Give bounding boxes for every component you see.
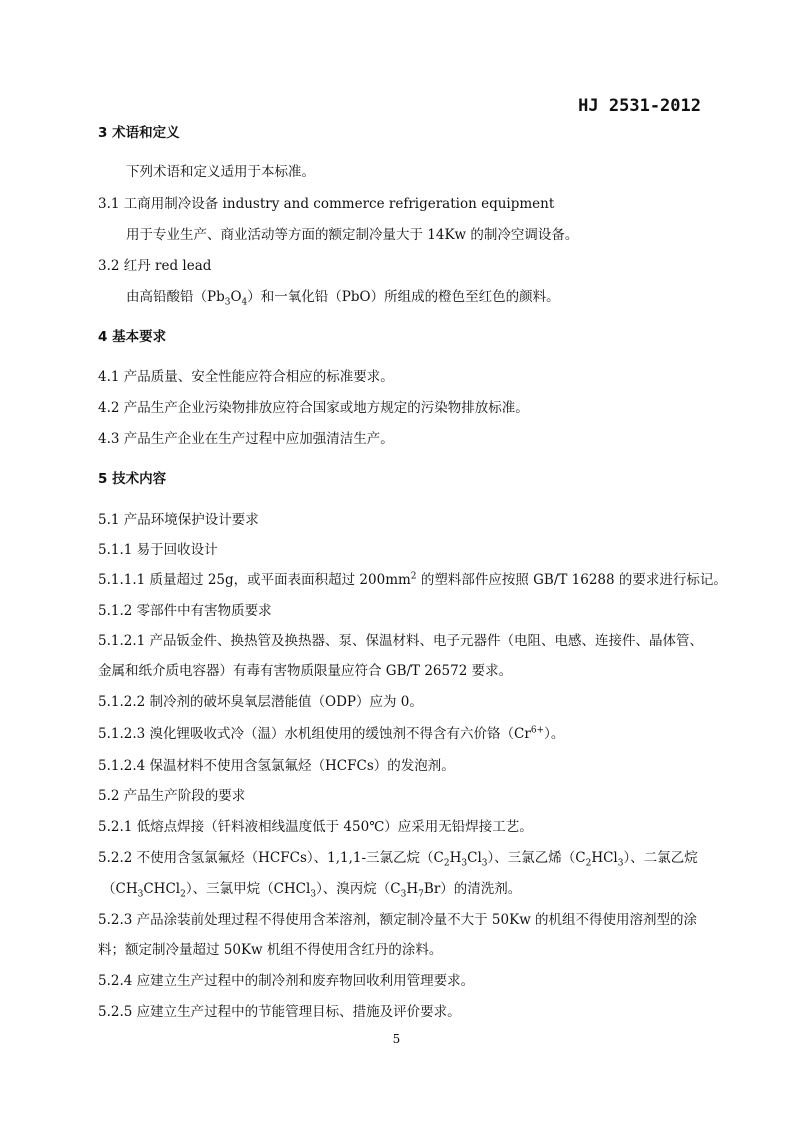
clause-5-1-2-3 [98, 725, 564, 743]
term-3-1-definition: 用于专业生产、商业活动等方面的额定制冷量大于 14Kw 的制冷空调设备。 [126, 227, 579, 243]
text-run: （CH [102, 881, 138, 897]
section-3-title: 3 术语和定义 [98, 125, 180, 141]
term-3-2: 3.2 红丹 red lead [98, 258, 212, 274]
subscript: 3 [310, 889, 317, 900]
standard-number: HJ 2531-2012 [578, 96, 701, 116]
text-run: ）、三氯乙烯（C [487, 850, 586, 866]
subscript: 3 [461, 858, 468, 869]
text-run: CHCl [143, 881, 181, 897]
clause-5-2-5: 5.2.5 应建立生产过程中的节能管理目标、措施及评价要求。 [98, 1004, 461, 1020]
page-number: 5 [392, 1032, 401, 1046]
subscript: 7 [418, 889, 424, 900]
clause-5-2-2-line1 [98, 849, 698, 867]
clause-5-2-1: 5.2.1 低熔点焊接（钎料液相线温度低于 450℃）应采用无铅焊接工艺。 [98, 819, 533, 835]
clause-5-1: 5.1 产品环境保护设计要求 [98, 512, 259, 528]
text-run: ）和一氧化铅（PbO）所组成的橙色至红色的颜料。 [247, 289, 560, 305]
text-run: 由高铅酸铅（Pb [126, 289, 225, 305]
subscript: 3 [617, 858, 624, 869]
clause-5-2-4: 5.2.4 应建立生产过程中的制冷剂和废弃物回收利用管理要求。 [98, 973, 475, 989]
clause-5-1-2-4: 5.1.2.4 保温材料不使用含氢氯氟烃（HCFCs）的发泡剂。 [98, 758, 455, 774]
clause-4-2: 4.2 产品生产企业污染物排放应符合国家或地方规定的污染物排放标准。 [98, 400, 529, 416]
superscript: 2 [410, 571, 417, 582]
clause-4-1: 4.1 产品质量、安全性能应符合相应的标准要求。 [98, 369, 394, 385]
clause-5-2-2-line2 [102, 880, 521, 898]
text-run: H [406, 881, 419, 897]
text-run: ）。 [544, 726, 565, 742]
subscript: 3 [137, 889, 144, 900]
subscript: 2 [443, 858, 450, 869]
term-3-1: 3.1 工商用制冷设备 industry and commerce refrigeration equipment [98, 196, 555, 212]
subscript: 4 [241, 297, 248, 308]
clause-5-1-2-1-line1: 5.1.2.1 产品钣金件、换热管及换热器、泵、保温材料、电子元器件（电阻、电感、连接件、晶体管、 [98, 633, 704, 649]
clause-5-1-1: 5.1.1 易于回收设计 [98, 542, 218, 558]
text-run: H [449, 850, 462, 866]
text-run: 的塑料部件应按照 GB/T 16288 的要求进行标记。 [416, 572, 727, 588]
text-run: Cl [467, 850, 482, 866]
subscript: 3 [481, 858, 488, 869]
term-3-2-definition [126, 288, 560, 306]
subscript: 2 [585, 858, 592, 869]
clause-5-1-2-1-line2: 金属和纸介质电容器）有毒有害物质限量应符合 GB/T 26572 要求。 [98, 663, 513, 679]
text-run: 5.1.1.1 质量超过 25g，或平面表面积超过 200mm [98, 572, 411, 588]
clause-5-2-3-line2: 料；额定制冷量超过 50Kw 机组不得使用含红丹的涂料。 [98, 942, 443, 958]
text-run: O [230, 289, 242, 305]
section-3-intro: 下列术语和定义适用于本标准。 [126, 164, 315, 180]
superscript: 6+ [530, 725, 545, 736]
subscript: 3 [400, 889, 407, 900]
clause-5-1-1-1 [98, 571, 727, 589]
clause-5-1-2: 5.1.2 零部件中有害物质要求 [98, 603, 272, 619]
text-run: 5.1.2.3 溴化锂吸收式冷（温）水机组使用的缓蚀剂不得含有六价铬（Cr [98, 726, 531, 742]
section-4-title: 4 基本要求 [98, 329, 167, 345]
clause-5-2: 5.2 产品生产阶段的要求 [98, 788, 246, 804]
text-run: HCl [591, 850, 618, 866]
subscript: 3 [224, 297, 231, 308]
clause-5-1-2-2: 5.1.2.2 制冷剂的破坏臭氧层潜能值（ODP）应为 0。 [98, 694, 423, 710]
text-run: ）、二氯乙烷 [623, 850, 698, 866]
clause-4-3: 4.3 产品生产企业在生产过程中应加强清洁生产。 [98, 431, 394, 447]
section-5-title: 5 技术内容 [98, 471, 167, 487]
clause-5-2-3-line1: 5.2.3 产品涂装前处理过程不得使用含苯溶剂，额定制冷量不大于 50Kw 的机组不得使用溶剂型的涂 [98, 912, 698, 928]
text-run: 5.2.2 不使用含氢氯氟烃（HCFCs）、1,1,1-三氯乙烷（C [98, 850, 444, 866]
text-run: ）、三氯甲烷（CHCl [185, 881, 311, 897]
text-run: Br）的清洗剂。 [423, 881, 522, 897]
subscript: 2 [180, 889, 186, 900]
text-run: ）、溴丙烷（C [316, 881, 401, 897]
